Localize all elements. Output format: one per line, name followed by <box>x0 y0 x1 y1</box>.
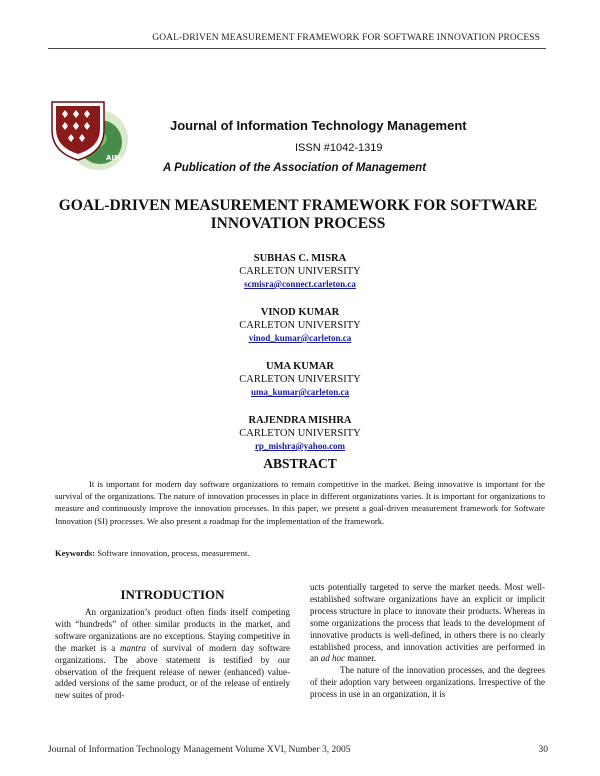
paper-title-line: GOAL-DRIVEN MEASUREMENT FRAMEWORK FOR SOFTWARE <box>58 197 538 214</box>
paper-title <box>48 197 548 233</box>
author-name: SUBHAS C. MISRA <box>253 253 347 264</box>
publication-line: A Publication of the Association of Management <box>163 162 427 174</box>
author-affiliation: CARLETON UNIVERSITY <box>239 320 361 331</box>
abstract-body: It is important for modern day software organizations to remain competitive in the market. Being innovative is important for the survival of the organizations. The nature of innovation processes in place in different organizations varies. It is important for organizations to measure and continuously improve the innovation processes. In this paper, we present a goal-driven measurement framework for Software Innovation (SI) processes. We also present a roadmap for the implementation of the framework. <box>55 479 545 526</box>
author-name: VINOD KUMAR <box>260 307 340 318</box>
introduction-heading: INTRODUCTION <box>120 587 225 602</box>
introduction-left-column <box>55 607 290 702</box>
author-name: UMA KUMAR <box>266 361 334 372</box>
header-rule <box>48 48 546 49</box>
author-affiliation: CARLETON UNIVERSITY <box>239 266 361 277</box>
author-email-link[interactable]: rp_mishra@yahoo.com <box>254 441 346 451</box>
author-list <box>0 252 600 468</box>
intro-emphasis: ad hoc <box>320 653 345 664</box>
logo-text: AIM <box>106 154 121 162</box>
author-block <box>0 252 600 306</box>
running-head: GOAL-DRIVEN MEASUREMENT FRAMEWORK FOR SOFTWARE INNOVATION PROCESS <box>152 33 540 43</box>
keywords <box>55 547 545 559</box>
intro-text: ucts potentially targeted to serve the market needs. Most well-established software organizations have an explicit or implicit process structure in place to innovate their products. Whereas in some organizations the process that leads to the development of innovative products is well-defined, in others there is no clearly established process, and innovation activities are performed in an <box>310 582 545 664</box>
author-email-link[interactable]: vinod_kumar@carleton.ca <box>248 333 352 343</box>
author-email-link[interactable]: uma_kumar@carleton.ca <box>250 387 350 397</box>
author-affiliation: CARLETON UNIVERSITY <box>239 374 361 385</box>
intro-emphasis: mantra <box>120 642 147 653</box>
abstract-heading: ABSTRACT <box>263 456 337 471</box>
author-affiliation: CARLETON UNIVERSITY <box>239 428 361 439</box>
intro-text: of survival of modern day software organizations. The above statement is testified by our observation of the frequent release of newer (enhanced) value-added versions of the same product, or of the release of entirely new suites of prod- <box>55 642 290 701</box>
keywords-label: Keywords: <box>55 548 96 558</box>
author-name: RAJENDRA MISHRA <box>248 415 352 426</box>
introduction-right-column <box>310 582 545 701</box>
journal-name: Journal of Information Technology Management <box>170 118 467 133</box>
intro-paragraph <box>310 582 545 665</box>
aim-logo-icon <box>48 100 130 176</box>
issn: ISSN #1042-1319 <box>295 142 383 154</box>
intro-paragraph: The nature of the innovation processes, and the degrees of their adoption vary between organizations. Irrespective of the process in use in an organization, it is <box>310 665 545 700</box>
page-footer <box>48 745 548 755</box>
author-email-link[interactable]: scmisra@connect.carleton.ca <box>244 279 356 289</box>
paper-title-line: INNOVATION PROCESS <box>210 215 386 232</box>
intro-text: An organization’s product often finds itself competing with “hundreds” of other similar products in the market, and software organizations are no exceptions. Staying competitive in the market is a <box>55 607 290 653</box>
keywords-text: Software innovation, process, measurement. <box>97 548 250 558</box>
author-block <box>0 306 600 360</box>
footer-journal: Journal of Information Technology Management Volume XVI, Number 3, 2005 <box>48 745 351 755</box>
page-number: 30 <box>538 745 548 755</box>
author-block <box>0 360 600 414</box>
intro-text: manner. <box>345 653 376 664</box>
